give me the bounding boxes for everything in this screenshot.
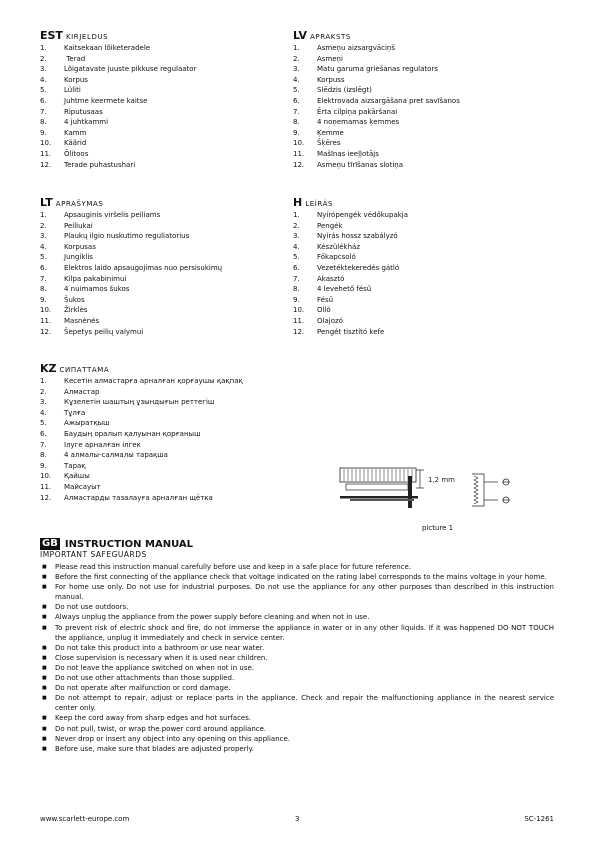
part-number: 8. bbox=[40, 451, 47, 460]
part-label: Korpuss bbox=[317, 75, 345, 84]
section-code: H bbox=[293, 196, 303, 209]
part-label: Korpus bbox=[64, 75, 88, 84]
part-item bbox=[40, 295, 290, 306]
part-number: 2. bbox=[293, 54, 300, 63]
part-item bbox=[40, 231, 290, 242]
safeguards-heading: IMPORTANT SAFEGUARDS bbox=[40, 550, 147, 559]
part-item bbox=[40, 397, 340, 408]
part-item bbox=[293, 160, 555, 171]
part-label: 4 noņemamas ķemmes bbox=[317, 118, 400, 127]
part-number: 1. bbox=[40, 377, 47, 385]
part-item bbox=[40, 327, 290, 338]
section-subtitle: LEÍRÁS bbox=[305, 200, 334, 208]
part-label: Šukos bbox=[64, 295, 85, 304]
part-item bbox=[293, 85, 555, 96]
part-number: 5. bbox=[293, 253, 300, 262]
part-number: 5. bbox=[40, 253, 47, 262]
safeguard-item: ■ Keep the cord away from sharp edges and hot surfaces. bbox=[40, 713, 554, 723]
part-label: Майсауыт bbox=[64, 482, 101, 491]
part-number: 2. bbox=[40, 387, 47, 396]
part-item bbox=[293, 138, 555, 149]
part-number: 12. bbox=[40, 160, 52, 169]
section-code: KZ bbox=[40, 362, 57, 375]
section-hu bbox=[293, 196, 555, 337]
parts-list bbox=[40, 210, 290, 337]
part-label: Masnėnės bbox=[64, 316, 100, 325]
part-label: Riputusaas bbox=[64, 107, 103, 116]
part-item bbox=[40, 75, 290, 86]
part-item bbox=[40, 274, 290, 285]
part-number: 10. bbox=[293, 306, 305, 315]
part-item bbox=[293, 96, 555, 107]
part-label: Plaukų ilgio nuskutimo reguliatorius bbox=[64, 232, 190, 241]
part-item bbox=[293, 305, 555, 316]
safeguard-item: ■ Never drop or insert any object into any opening on this appliance. bbox=[40, 734, 554, 744]
part-item bbox=[293, 242, 555, 253]
part-item bbox=[40, 64, 290, 75]
manual-title: INSTRUCTION MANUAL bbox=[64, 538, 193, 550]
safeguard-item: ■ Do not operate after malfunction or cord damage. bbox=[40, 683, 554, 693]
part-item bbox=[40, 149, 290, 160]
safeguard-item: ■ Do not take this product into a bathroom or use near water. bbox=[40, 643, 554, 653]
part-label: Asmeņu tīrīšanas slotiņa bbox=[317, 160, 403, 169]
part-label: Terade puhastushari bbox=[64, 160, 136, 169]
language-badge: GB bbox=[42, 538, 58, 549]
footer-url: www.scarlett-europe.com bbox=[40, 815, 130, 823]
page-number: 3 bbox=[295, 815, 300, 823]
parts-list bbox=[293, 43, 555, 170]
manual-header bbox=[40, 537, 193, 551]
part-item bbox=[40, 471, 340, 482]
part-item bbox=[293, 327, 555, 338]
part-item bbox=[293, 231, 555, 242]
part-number: 5. bbox=[293, 86, 300, 95]
part-item bbox=[293, 128, 555, 139]
part-number: 7. bbox=[293, 107, 300, 116]
part-item bbox=[40, 160, 290, 171]
part-label: Баудың оралып қалуынан қорғаныш bbox=[64, 429, 201, 438]
part-label: Кесетін алмастарға арналған қорғаушы қақпақ bbox=[64, 377, 243, 385]
safeguard-item: ■ Close supervision is necessary when it is used near children. bbox=[40, 653, 554, 663]
part-item bbox=[40, 107, 290, 118]
parts-list bbox=[40, 43, 290, 170]
part-label: Akasztó bbox=[317, 274, 345, 283]
safeguard-item: ■ Before the first connecting of the appliance check that voltage indicated on the rating label corresponds to the mains voltage in your home. bbox=[40, 572, 554, 582]
figure-caption: picture 1 bbox=[422, 524, 454, 532]
part-label: Olló bbox=[317, 306, 331, 315]
part-number: 12. bbox=[40, 493, 52, 502]
part-label: Ажыратқыш bbox=[64, 419, 110, 428]
part-number: 10. bbox=[40, 306, 52, 315]
section-code: LT bbox=[40, 196, 53, 209]
part-item bbox=[293, 284, 555, 295]
part-item bbox=[293, 263, 555, 274]
part-item bbox=[40, 493, 340, 504]
part-number: 8. bbox=[40, 118, 47, 127]
part-item bbox=[40, 221, 290, 232]
part-label: Készülékház bbox=[317, 242, 361, 251]
part-number: 5. bbox=[40, 86, 47, 95]
part-number: 10. bbox=[293, 139, 305, 148]
part-label: Алмастар bbox=[64, 387, 100, 396]
part-label: Juhtme keermete kaitse bbox=[64, 96, 148, 105]
part-item bbox=[40, 43, 290, 54]
part-number: 12. bbox=[293, 327, 305, 336]
safeguard-item: ■ Do not pull, twist, or wrap the power cord around appliance. bbox=[40, 724, 554, 734]
part-number: 3. bbox=[40, 65, 47, 74]
part-number: 9. bbox=[40, 128, 47, 137]
section-lt bbox=[40, 196, 290, 337]
part-item bbox=[40, 252, 290, 263]
part-item bbox=[40, 305, 290, 316]
part-item bbox=[40, 316, 290, 327]
blade-front-view bbox=[472, 474, 510, 506]
part-number: 7. bbox=[293, 274, 300, 283]
part-label: Lüliti bbox=[64, 86, 81, 95]
part-label: 4 juhtkammi bbox=[64, 118, 109, 127]
part-label: Terad bbox=[64, 54, 86, 63]
part-item bbox=[40, 461, 340, 472]
part-label: Қайшы bbox=[64, 472, 90, 481]
part-label: Jungiklis bbox=[64, 253, 93, 262]
part-number: 2. bbox=[40, 221, 47, 230]
part-number: 3. bbox=[293, 65, 300, 74]
safeguard-item: ■ Do not use other attachments than those supplied. bbox=[40, 673, 554, 683]
safeguard-item: ■ Do not use outdoors. bbox=[40, 602, 554, 612]
part-item bbox=[293, 149, 555, 160]
part-label: Lõigatavate juuste pikkuse regulaator bbox=[64, 65, 197, 74]
part-item bbox=[293, 295, 555, 306]
safeguard-item: ■ Before use, make sure that blades are adjusted properly. bbox=[40, 744, 554, 754]
part-item bbox=[40, 96, 290, 107]
part-number: 3. bbox=[293, 232, 300, 241]
part-label: 4 levehető fésű bbox=[317, 285, 372, 294]
dimension-marker bbox=[416, 470, 424, 488]
part-number: 9. bbox=[293, 128, 300, 137]
part-item bbox=[293, 107, 555, 118]
part-item bbox=[40, 210, 290, 221]
part-number: 4. bbox=[40, 408, 47, 417]
section-title bbox=[40, 29, 290, 43]
part-number: 5. bbox=[40, 419, 47, 428]
part-number: 12. bbox=[293, 160, 305, 169]
part-item bbox=[40, 85, 290, 96]
part-label: Olajozó bbox=[317, 316, 343, 325]
section-subtitle: APRAKSTS bbox=[310, 33, 351, 41]
part-item bbox=[293, 75, 555, 86]
part-label: Pengék bbox=[317, 221, 343, 230]
part-item bbox=[293, 316, 555, 327]
part-label: Asmeņu aizsargvāciņš bbox=[317, 44, 396, 52]
part-item bbox=[40, 138, 290, 149]
section-title bbox=[40, 196, 290, 210]
part-item bbox=[293, 64, 555, 75]
section-subtitle: KIRJELDUS bbox=[65, 33, 109, 41]
part-label: Ķemme bbox=[317, 128, 344, 137]
part-item bbox=[40, 440, 340, 451]
safeguards-list bbox=[40, 562, 554, 754]
part-label: Тарақ bbox=[64, 461, 86, 470]
part-number: 11. bbox=[40, 149, 52, 158]
section-code: EST bbox=[40, 29, 63, 42]
part-item bbox=[40, 429, 340, 440]
part-number: 4. bbox=[40, 242, 47, 251]
part-label: Elektrovada aizsargāšana pret savīšanos bbox=[317, 96, 460, 105]
model-number: SC-1261 bbox=[524, 815, 554, 823]
part-label: Kilpa pakabinimui bbox=[64, 274, 127, 283]
part-item bbox=[40, 482, 340, 493]
part-number: 7. bbox=[40, 107, 47, 116]
section-subtitle: СИПАТТАМА bbox=[59, 366, 110, 374]
safeguard-item: ■ To prevent risk of electric shock and fire, do not immerse the appliance in water or in any other liquids. If it was happened DO NOT TOUCH the appliance, unplug it immediately and check in service center. bbox=[40, 623, 554, 643]
section-subtitle: APRAŠYMAS bbox=[55, 200, 104, 208]
part-number: 10. bbox=[40, 472, 52, 481]
part-number: 7. bbox=[40, 440, 47, 449]
part-item bbox=[40, 408, 340, 419]
part-label: Kamm bbox=[64, 128, 87, 137]
safeguard-item: ■ Do not leave the appliance switched on when not in use. bbox=[40, 663, 554, 673]
part-number: 2. bbox=[40, 54, 47, 63]
section-title bbox=[293, 196, 555, 210]
section-title bbox=[40, 362, 340, 376]
section-title bbox=[293, 29, 555, 43]
dimension-label: 1,2 mm bbox=[428, 476, 455, 484]
section-code: LV bbox=[293, 29, 308, 42]
part-item bbox=[293, 43, 555, 54]
part-label: Mašīnas ieeļļotājs bbox=[317, 149, 379, 158]
part-item bbox=[40, 54, 290, 65]
part-number: 3. bbox=[40, 232, 47, 241]
safeguard-item: ■ Do not attempt to repair, adjust or replace parts in the appliance. Check and repair the malfunctioning appliance in the nearest service center only. bbox=[40, 693, 554, 713]
part-label: Ērta cilpiņa pakāršanai bbox=[317, 107, 398, 116]
part-number: 6. bbox=[293, 263, 300, 272]
part-label: Elektros laido apsaugojimas nuo persisukimų bbox=[64, 263, 223, 272]
part-item bbox=[293, 274, 555, 285]
part-number: 11. bbox=[293, 149, 305, 158]
part-label: Asmeņi bbox=[317, 54, 343, 63]
part-label: Pengét tisztító kefe bbox=[317, 327, 385, 336]
part-number: 12. bbox=[40, 327, 52, 336]
part-number: 4. bbox=[293, 75, 300, 84]
part-number: 1. bbox=[40, 44, 47, 52]
part-item bbox=[293, 210, 555, 221]
part-label: Кұзелетін шаштың ұзындығын реттегіш bbox=[64, 398, 215, 407]
part-number: 7. bbox=[40, 274, 47, 283]
safeguard-item: ■ Please read this instruction manual carefully before use and keep in a safe place for future reference. bbox=[40, 562, 554, 572]
part-number: 1. bbox=[293, 44, 300, 52]
part-number: 3. bbox=[40, 398, 47, 407]
part-item bbox=[40, 450, 340, 461]
parts-list bbox=[40, 376, 340, 503]
part-item bbox=[40, 387, 340, 398]
part-number: 11. bbox=[293, 316, 305, 325]
part-number: 9. bbox=[40, 295, 47, 304]
part-number: 6. bbox=[293, 96, 300, 105]
part-item bbox=[40, 284, 290, 295]
part-label: Алмастарды тазалауға арналған щётка bbox=[64, 493, 213, 502]
part-label: Ілуге арналған ілгек bbox=[64, 440, 141, 449]
part-label: Õlitoos bbox=[64, 149, 89, 158]
blade-side-view bbox=[340, 468, 418, 508]
part-label: Šepetys peilių valymui bbox=[64, 327, 144, 336]
safeguard-item: ■ For home use only. Do not use for industrial purposes. Do not use the appliance for any other purposes than described in this instruction manual. bbox=[40, 582, 554, 602]
part-number: 1. bbox=[40, 211, 47, 219]
part-label: Šķēres bbox=[317, 139, 341, 148]
part-label: Käärid bbox=[64, 139, 87, 148]
part-label: Nyírás hossz szabályzó bbox=[317, 232, 398, 241]
part-item bbox=[293, 221, 555, 232]
part-number: 8. bbox=[293, 118, 300, 127]
part-number: 11. bbox=[40, 482, 52, 491]
part-item bbox=[40, 263, 290, 274]
part-item bbox=[293, 117, 555, 128]
part-label: Matu garuma griešanas regulators bbox=[317, 65, 438, 74]
part-number: 6. bbox=[40, 263, 47, 272]
part-label: Тұлға bbox=[64, 408, 86, 417]
part-item bbox=[40, 117, 290, 128]
parts-list bbox=[293, 210, 555, 337]
part-label: Fésű bbox=[317, 295, 334, 304]
part-number: 6. bbox=[40, 96, 47, 105]
part-number: 1. bbox=[293, 211, 300, 219]
part-item bbox=[293, 54, 555, 65]
part-label: Peiliukai bbox=[64, 221, 93, 230]
part-label: Žirklės bbox=[64, 306, 88, 315]
part-item bbox=[40, 242, 290, 253]
part-label: Slēdzis (izslēgt) bbox=[317, 86, 372, 95]
part-item bbox=[40, 128, 290, 139]
part-item bbox=[293, 252, 555, 263]
part-label: Kaitsekaan lõiketeradele bbox=[64, 44, 151, 52]
part-label: Vezetéktekeredés gátló bbox=[317, 263, 400, 272]
part-number: 8. bbox=[40, 285, 47, 294]
part-number: 6. bbox=[40, 429, 47, 438]
part-label: Főkapcsoló bbox=[317, 253, 356, 262]
part-number: 10. bbox=[40, 139, 52, 148]
part-number: 4. bbox=[40, 75, 47, 84]
part-number: 2. bbox=[293, 221, 300, 230]
part-number: 8. bbox=[293, 285, 300, 294]
part-item bbox=[40, 376, 340, 387]
section-est bbox=[40, 29, 290, 170]
part-number: 4. bbox=[293, 242, 300, 251]
section-kz bbox=[40, 362, 340, 503]
part-label: Apsauginis viršelis peiliams bbox=[64, 211, 161, 219]
part-label: Korpusas bbox=[64, 242, 96, 251]
part-number: 9. bbox=[40, 461, 47, 470]
section-lv bbox=[293, 29, 555, 170]
part-label: 4 алмалы-салмалы тарақша bbox=[64, 451, 168, 460]
part-label: 4 nuimamos šukos bbox=[64, 285, 130, 294]
part-number: 11. bbox=[40, 316, 52, 325]
safeguard-item: ■ Always unplug the appliance from the power supply before cleaning and when not in use. bbox=[40, 612, 554, 622]
part-number: 9. bbox=[293, 295, 300, 304]
part-item bbox=[40, 418, 340, 429]
part-label: Nyírópengék védőkupakja bbox=[317, 211, 409, 219]
